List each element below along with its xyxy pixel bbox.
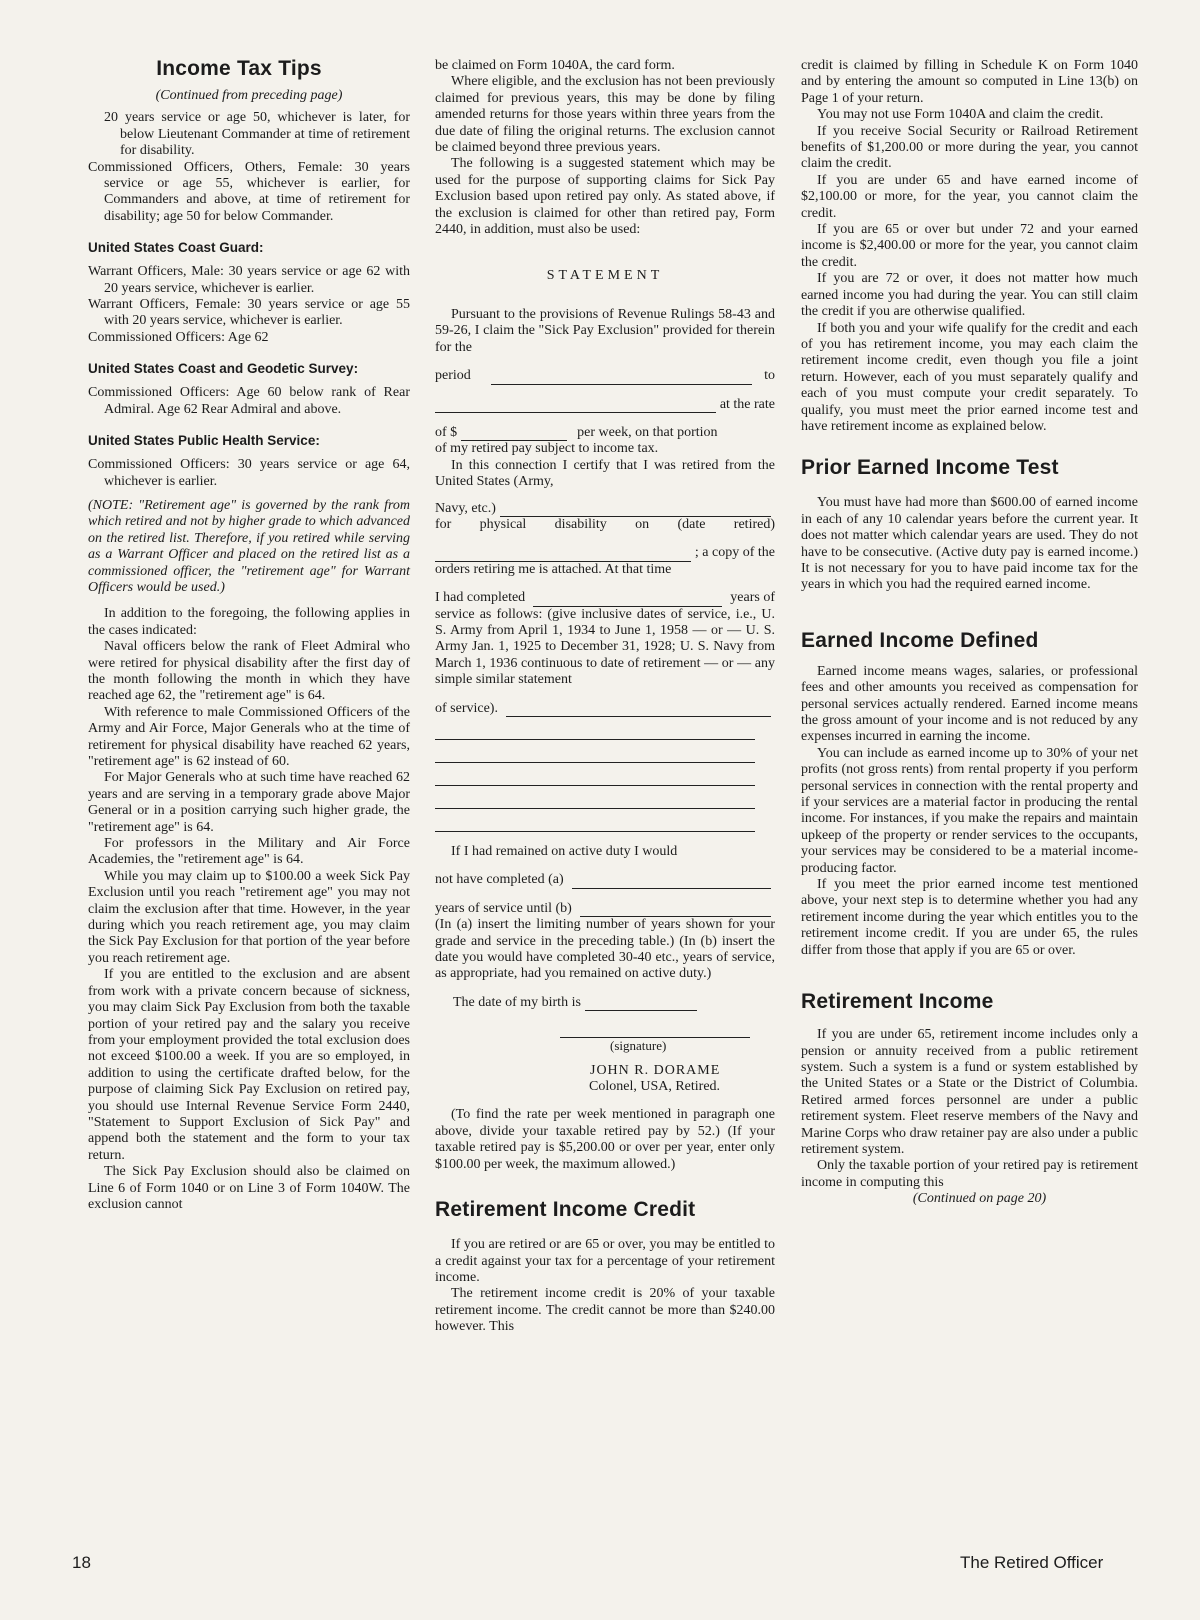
heading-coast-guard: United States Coast Guard: <box>88 240 264 256</box>
amount-field[interactable] <box>461 428 567 441</box>
paragraph: credit is claimed by filling in Schedule K on Form 1040 and by entering the amount so computed in Line 13(b) on Page 1 of your return. <box>801 58 1138 106</box>
column-3 <box>801 58 1138 1208</box>
per-week-label: per week, on that portion <box>577 424 718 440</box>
paragraph: (To find the rate per week mentioned in paragraph one above, divide your taxable retired pay by 52.) (If your taxable retired pay is $5,200.00 or over per year, enter only $100.00 per week, the maximum allowed.) <box>435 1107 775 1172</box>
completed-label: I had completed <box>435 590 526 606</box>
list-item: Warrant Officers, Male: 30 years service or age 62 with 20 years service, whichever is earlier. <box>88 264 410 296</box>
statement-text: for physical disability on (date retired) <box>435 516 775 532</box>
continued-to: (Continued on page 20) <box>912 1191 1047 1207</box>
dollar-label: of $ <box>435 424 458 440</box>
list-item: Commissioned Officers: 30 years service or age 64, whichever is earlier. <box>88 457 410 489</box>
paragraph: Naval officers below the rank of Fleet Admiral who were retired for physical disability after the first day of the month following the month in which they have reached age 62, the "retirement age" is 64. <box>88 639 410 704</box>
service-blank-line[interactable] <box>435 717 755 740</box>
date-b-field[interactable] <box>580 904 771 917</box>
statement-text: In this connection I certify that I was retired from the United States (Army, <box>435 457 775 490</box>
paragraph: While you may claim up to $100.00 a week Sick Pay Exclusion until you reach "retirement age" you may not claim the exclusion after that time. However, in the year during which you reach retirement age, you may claim the Sick Pay Exclusion for that portion of the year before you reach retirement age. <box>88 868 410 966</box>
paragraph: If you are under 65 and have earned income of $2,100.00 or more, for the year, you cannot claim the credit. <box>801 172 1138 221</box>
paragraph: Earned income means wages, salaries, or professional fees and other amounts you received as compensation for personal services actually rendered. Earned income means the gross amount of your income and is not reduced by any expenses incurred in earning the income. <box>801 663 1138 745</box>
retirement-age-note: (NOTE: "Retirement age" is governed by the rank from which retired and not by higher grade to which advanced on the retired list. Therefore, if you retired while serving as a Warrant Officer and placed on the retired list as a commissioned officer, the "retirement age" for Warrant Officers would be used.) <box>88 497 410 595</box>
period-label: period <box>435 368 471 384</box>
list-item: 20 years service or age 50, whichever is later, for below Lieutenant Commander at time of retirement for disability. <box>104 110 410 159</box>
of-service-label: of service). <box>435 700 498 716</box>
period-from-field[interactable] <box>491 372 752 385</box>
to-label: to <box>764 368 775 384</box>
paragraph: For professors in the Military and Air Force Academies, the "retirement age" is 64. <box>88 836 410 868</box>
statement-text: If I had remained on active duty I would <box>451 844 678 859</box>
paragraph: With reference to male Commissioned Officers of the Army and Air Force, Major Generals who at the time of retirement for physical disability have reached 62 years, "retirement age" is 62 instead of 60. <box>88 704 410 769</box>
not-completed-label: not have completed (a) <box>435 872 564 888</box>
statement-heading: STATEMENT <box>546 268 664 284</box>
statement-text: orders retiring me is attached. At that time <box>435 561 672 577</box>
service-blank-line[interactable] <box>435 786 755 809</box>
years-completed-field[interactable] <box>533 594 722 607</box>
birth-date-field[interactable] <box>585 998 697 1011</box>
list-item: Commissioned Officers, Others, Female: 30 years service or age 55, whichever is earlier, for Commanders and above, at time of retirement for disability; age 50 for below Commander. <box>88 159 410 224</box>
paragraph: The retirement income credit is 20% of your taxable retirement income. The credit cannot be more than $240.00 however. This <box>435 1286 775 1335</box>
list-item: Commissioned Officers: Age 60 below rank of Rear Admiral. Age 62 Rear Admiral and above. <box>88 385 410 417</box>
statement-text: Pursuant to the provisions of Revenue Rulings 58-43 and 59-26, I claim the "Sick Pay Exclusion" provided for therein for the <box>435 306 775 355</box>
service-until-label: years of service until (b) <box>435 900 572 916</box>
paragraph: Where eligible, and the exclusion has not been previously claimed for previous years, this may be done by filing amended returns for those years within three years from the due date of filing the original returns. The exclusion cannot be claimed beyond three previous years. <box>435 74 775 156</box>
birth-line <box>435 995 775 1011</box>
signer-title: Colonel, USA, Retired. <box>589 1079 721 1095</box>
branch-field[interactable] <box>500 504 771 517</box>
list-item: Warrant Officers, Female: 30 years service or age 55 with 20 years service, whichever is earlier. <box>88 297 410 329</box>
period-line <box>435 368 775 384</box>
paragraph: If you meet the prior earned income test mentioned above, your next step is to determine whether you had any retirement income during the year which entitles you to the retirement income credit. If you are under 65, the rules differ from those that apply if you are 65 or over. <box>801 877 1138 958</box>
not-completed-line <box>435 872 775 888</box>
paragraph: Only the taxable portion of your retired pay is retirement income in computing this <box>801 1158 1138 1190</box>
column-1 <box>88 56 410 1213</box>
page-number: 18 <box>72 1553 91 1572</box>
heading-retirement-income: Retirement Income <box>801 990 994 1014</box>
statement-text: (In (a) insert the limiting number of years shown for your grade and service in the preceding table.) (In (b) insert the date you would have completed 30-40 etc., years of service, as appropriate, had you remained on active duty.) <box>435 917 775 982</box>
birth-label: The date of my birth is <box>453 994 581 1010</box>
paragraph: If you are 65 or over but under 72 and your earned income is $2,400.00 or more for the year, you cannot claim the credit. <box>801 222 1138 270</box>
copy-label: ; a copy of the <box>694 545 775 561</box>
rate-line <box>435 397 775 413</box>
statement-text: service as follows: (give inclusive dates of service, i.e., U. S. Army from April 1, 1934 to June 1, 1958 — or — U. S. Army Jan. 1, 1925 to December 31, 1928; U. S. Navy from March 1, 1936 continuous to date of retirement — or — any simple similar statement <box>435 606 775 688</box>
heading-retirement-income-credit: Retirement Income Credit <box>435 1198 696 1222</box>
signature-label: (signature) <box>610 1038 667 1054</box>
continued-from: (Continued from preceding page) <box>155 88 343 103</box>
service-blank-line[interactable] <box>435 763 755 786</box>
paragraph: If you are 72 or over, it does not matter how much earned income you had during the year. You can still claim the credit if you are otherwise qualified. <box>801 271 1138 320</box>
completed-line <box>435 590 775 606</box>
years-label: years of <box>730 590 775 606</box>
page-title: Income Tax Tips <box>156 57 322 80</box>
paragraph: The following is a suggested statement which may be used for the purpose of supporting claims for Sick Pay Exclusion based upon retired pay only. As stated above, if the exclusion is claimed for other than retired pay, Form 2440, in addition, must also be used: <box>435 156 775 238</box>
service-blank-line[interactable] <box>435 809 755 832</box>
service-field[interactable] <box>506 704 771 717</box>
paragraph: You can include as earned income up to 30% of your net profits (not gross rents) from rental property if you perform personal services in connection with the rental property and if your services are a material factor in producing the rental income. For instances, if you make the repairs and maintain upkeep of the property or render services to the occupants, your services may be considered to be a material income-producing factor. <box>801 745 1138 876</box>
paragraph: In addition to the foregoing, the following applies in the cases indicated: <box>88 606 410 638</box>
service-blank-line[interactable] <box>435 740 755 763</box>
publication-name: The Retired Officer <box>960 1553 1104 1572</box>
paragraph: If you are retired or are 65 or over, you may be entitled to a credit against your tax for a percentage of your retirement income. <box>435 1237 775 1285</box>
list-item: Commissioned Officers: Age 62 <box>88 329 269 345</box>
rate-label: at the rate <box>719 396 775 412</box>
date-retired-field[interactable] <box>435 549 691 562</box>
signer-name: JOHN R. DORAME <box>590 1062 721 1078</box>
paragraph: You may not use Form 1040A and claim the credit. <box>817 107 1104 123</box>
years-a-field[interactable] <box>572 876 771 889</box>
statement-text: of my retired pay subject to income tax. <box>435 441 659 457</box>
date-retired-line <box>435 545 775 561</box>
paragraph: be claimed on Form 1040A, the card form. <box>435 58 675 73</box>
heading-earned-income-defined: Earned Income Defined <box>801 628 1039 652</box>
heading-geodetic-survey: United States Coast and Geodetic Survey: <box>88 361 359 377</box>
period-to-field[interactable] <box>435 400 716 413</box>
branch-label: Navy, etc.) <box>435 500 496 516</box>
paragraph: If you are entitled to the exclusion and are absent from work with a private concern because of sickness, you may claim Sick Pay Exclusion from both the taxable portion of your retired pay and the salary you receive from your employment provided the total exclusion does not exceed $100.00 a week. If you are so employed, in addition to using the certificate drafted below, for the purpose of claiming Sick Pay Exclusion on retired pay, you should use Internal Revenue Service Form 2440, "Statement to Support Exclusion of Sick Pay" and append both the statement and the form to your tax return. <box>88 967 410 1163</box>
branch-line <box>435 501 775 517</box>
column-2 <box>435 58 775 1336</box>
amount-line <box>435 425 775 441</box>
service-line <box>435 701 775 717</box>
paragraph: If you receive Social Security or Railroad Retirement benefits of $1,200.00 or more during the year, you cannot claim the credit. <box>801 123 1138 172</box>
paragraph: For Major Generals who at such time have reached 62 years and are serving in a temporary grade above Major General or in a position carrying such higher grade, the "retirement age" is 64. <box>88 770 410 835</box>
heading-public-health: United States Public Health Service: <box>88 433 320 449</box>
paragraph: The Sick Pay Exclusion should also be claimed on Line 6 of Form 1040 or on Line 3 of Form 1040W. The exclusion cannot <box>88 1164 410 1212</box>
paragraph: If you are under 65, retirement income includes only a pension or annuity received from a public retirement system. Such a system is a fund or system established by the United States or a State or the District of Columbia. Retired armed forces personnel are under a public retirement system. Fleet reserve members of the Navy and Marine Corps who draw retainer pay are also under a public retirement system. <box>801 1027 1138 1157</box>
heading-prior-earned-income-test: Prior Earned Income Test <box>801 456 1059 480</box>
paragraph: You must have had more than $600.00 of earned income in each of any 10 calendar years before the current year. It does not matter which calendar years are used. They do not have to be consecutive. (Active duty pay is earned income.) It is not necessary for you to have paid income tax for the years in which you had the required earned income. <box>801 495 1138 593</box>
service-until-line <box>435 901 775 917</box>
paragraph: If both you and your wife qualify for the credit and each of you has retirement income, you may each claim the retirement income credit, even though you file a joint return. However, each of you must separately qualify and each of you must compute your credit separately. To qualify, you must meet the prior earned income test and have retirement income as explained below. <box>801 320 1138 434</box>
